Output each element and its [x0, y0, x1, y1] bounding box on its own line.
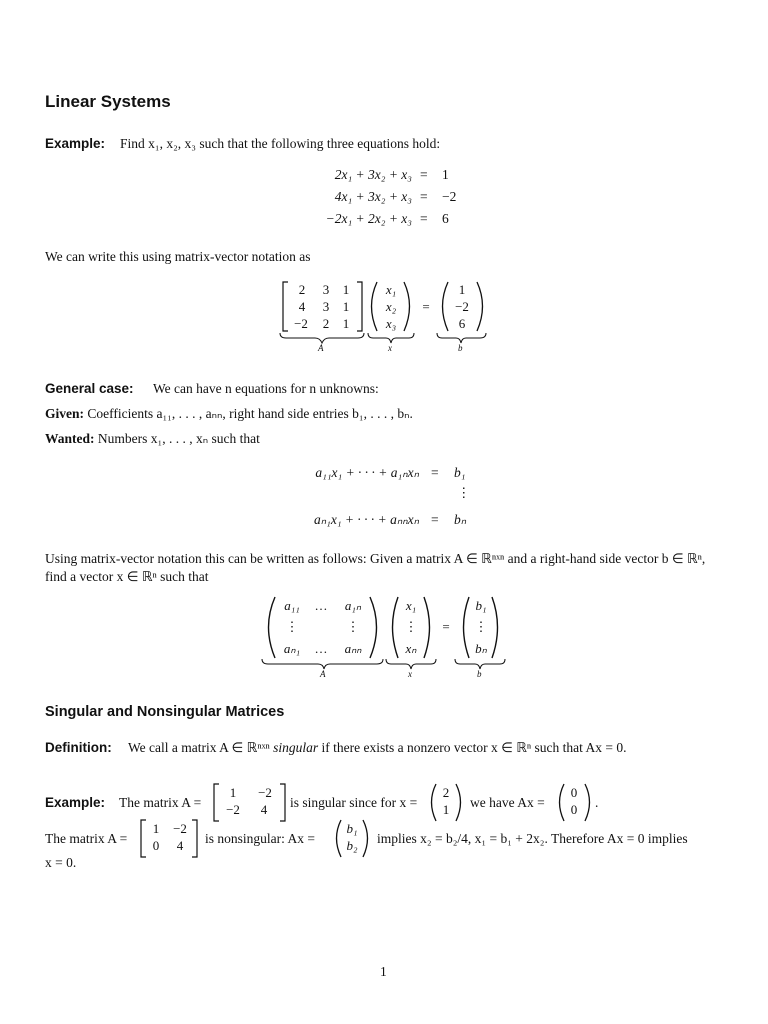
- equation-lhs: 4x₁ + 3x₂ + x₃: [334, 189, 412, 204]
- example2-text-3: we have Ax =: [470, 795, 545, 810]
- example2-text-2: is singular since for x =: [290, 795, 418, 810]
- vector-cell: 0: [570, 785, 578, 800]
- example2-text-1: The matrix A =: [119, 795, 202, 810]
- matrix-cell: 1: [342, 282, 350, 297]
- matrix-cell: −2: [226, 802, 240, 817]
- equation-lhs: 2x₁ + 3x₂ + x₃: [334, 167, 412, 182]
- given-text: Coefficients a₁₁, . . . , aₙₙ, right hand side entries b₁, . . . , bₙ.: [87, 406, 413, 421]
- wanted-label: Wanted:: [45, 431, 95, 446]
- page-number: 1: [380, 964, 387, 979]
- wanted-text: Numbers x₁, . . . , xₙ such that: [97, 431, 260, 446]
- example2-end: .: [595, 795, 599, 810]
- matrix-cell: 3: [322, 299, 330, 314]
- vector-cell: bₙ: [475, 641, 487, 656]
- equation-rel: =: [420, 211, 428, 226]
- vector-cell: −2: [455, 299, 469, 314]
- matrix-cell: a₁ₙ: [344, 598, 362, 613]
- matrix-cell: a₁₁: [284, 598, 300, 613]
- vector-cell: b₁: [475, 598, 487, 613]
- vector-cell: 0: [570, 802, 578, 817]
- example-intro: Find x₁, x₂, x₃ such that the following three equations hold:: [120, 136, 441, 151]
- matrix-cell: 1: [342, 316, 350, 331]
- equation-rhs: b₁: [454, 465, 466, 480]
- vector-cell: ⋮: [474, 619, 488, 634]
- vector-cell: ⋮: [404, 619, 418, 634]
- matrix-cell: 2: [322, 316, 330, 331]
- brace-label-A: A: [318, 343, 324, 353]
- vector-cell: x₃: [385, 316, 397, 331]
- equation-rel: =: [431, 465, 439, 480]
- given-label: Given:: [45, 406, 84, 421]
- nonsingular-text-2: is nonsingular: Ax =: [205, 831, 315, 846]
- nonsingular-text-1: The matrix A =: [45, 831, 128, 846]
- equation-rhs: 1: [442, 167, 449, 182]
- example-label: Example:: [45, 136, 106, 151]
- vector-cell: 1: [442, 802, 450, 817]
- matrix-cell: 2: [298, 282, 306, 297]
- matrix-cell: aₙₙ: [344, 641, 362, 656]
- equation-rel: =: [420, 167, 428, 182]
- matrix-cell: 4: [298, 299, 306, 314]
- vector-cell: x₁: [405, 598, 417, 613]
- example2-label: Example:: [45, 795, 106, 810]
- definition-text-part2: if there exists a nonzero vector x ∈ ℝⁿ such that Ax = 0.: [318, 740, 627, 755]
- matrix-cell: 1: [152, 821, 160, 836]
- matrix-cell: 4: [260, 802, 268, 817]
- matrix-cell: ⋮: [346, 619, 360, 634]
- equation-rhs: 6: [442, 211, 449, 226]
- page-title: Linear Systems: [45, 92, 171, 111]
- matrix-cell: 0: [152, 838, 160, 853]
- general-case-label: General case:: [45, 381, 134, 396]
- definition-emphasis: singular: [273, 740, 319, 755]
- equation-lhs: a₁₁x₁ + · · · + a₁ₙxₙ: [315, 465, 419, 480]
- equation-rhs: −2: [442, 189, 457, 204]
- brace-label-x: x: [388, 343, 392, 353]
- equation-lhs: −2x₁ + 2x₂ + x₃: [325, 211, 412, 226]
- equation-lhs: aₙ₁x₁ + · · · + aₙₙxₙ: [314, 512, 419, 527]
- matrix-cell: …: [314, 598, 328, 613]
- vector-cell: x₂: [385, 299, 397, 314]
- vector-cell: x₁: [385, 282, 397, 297]
- nonsingular-text-4: x = 0.: [45, 855, 77, 870]
- definition-text-part1: We call a matrix A ∈ ℝⁿˣⁿ: [128, 740, 274, 755]
- equals-sign: =: [422, 299, 430, 314]
- equation-rel: =: [420, 189, 428, 204]
- section-title: Singular and Nonsingular Matrices: [45, 704, 285, 720]
- matrix-cell: 3: [322, 282, 330, 297]
- matrix-cell: −2: [294, 316, 308, 331]
- matrix-cell: −2: [258, 785, 272, 800]
- vector-cell: 1: [458, 282, 466, 297]
- vector-cell: b₂: [346, 838, 358, 853]
- vertical-dots: ⋮: [457, 485, 471, 500]
- vector-cell: xₙ: [405, 641, 417, 656]
- brace-label-b: b: [458, 343, 463, 353]
- matrix-cell: aₙ₁: [283, 641, 301, 656]
- general-case-text: We can have n equations for n unknowns:: [153, 381, 379, 396]
- equation-rel: =: [431, 512, 439, 527]
- notation-line-1: Using matrix-vector notation this can be written as follows: Given a matrix A ∈ ℝⁿˣⁿ and a right-hand side vector b ∈ ℝⁿ,: [45, 551, 706, 566]
- matrix-cell: ⋮: [285, 619, 299, 634]
- vector-cell: 2: [442, 785, 450, 800]
- matrix-cell: 4: [176, 838, 184, 853]
- vector-cell: b₁: [346, 821, 358, 836]
- matrix-cell: …: [314, 641, 328, 656]
- matrix-intro: We can write this using matrix-vector notation as: [45, 249, 311, 264]
- brace-label-b: b: [477, 669, 482, 679]
- equation-rhs: bₙ: [454, 512, 467, 527]
- vector-cell: 6: [458, 316, 466, 331]
- equals-sign: =: [442, 619, 450, 634]
- matrix-cell: −2: [173, 821, 187, 836]
- brace-label-x: x: [408, 669, 412, 679]
- nonsingular-text-3: implies x₂ = b₂/4, x₁ = b₁ + 2x₂. Therefore Ax = 0 implies: [377, 831, 688, 846]
- brace-label-A: A: [320, 669, 326, 679]
- notation-line-2: find a vector x ∈ ℝⁿ such that: [45, 569, 209, 584]
- definition-label: Definition:: [45, 740, 112, 755]
- matrix-cell: 1: [342, 299, 350, 314]
- matrix-cell: 1: [229, 785, 237, 800]
